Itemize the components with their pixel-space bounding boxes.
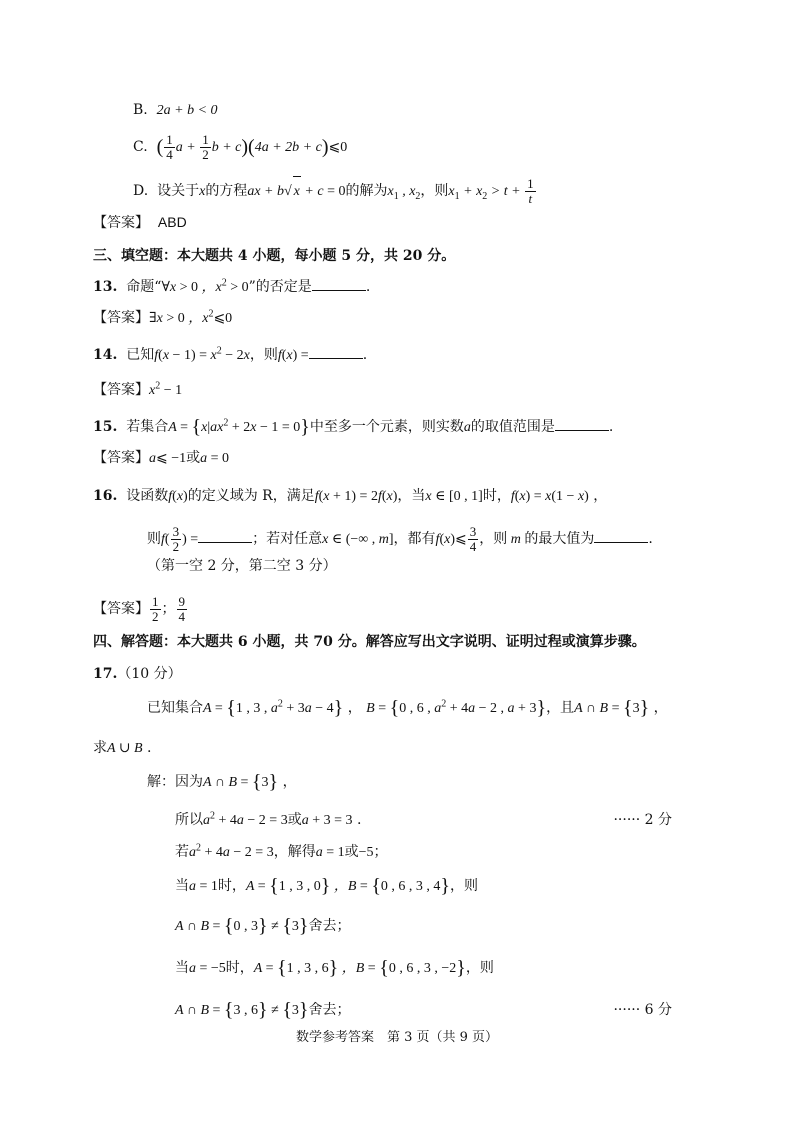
answer-value: ABD xyxy=(157,214,187,230)
q14-answer-value: $x^2 - 1$ xyxy=(149,380,183,398)
q17-text-c: 求 xyxy=(93,740,107,756)
answer-blank xyxy=(555,416,609,431)
q16-text-g: ，都有 xyxy=(393,531,436,547)
q16-func: f(x) xyxy=(168,489,188,504)
var-m: m xyxy=(507,532,525,547)
q17-case-2-result xyxy=(175,1000,351,1021)
q12-answer xyxy=(93,212,187,233)
q15-answer-or: 或 xyxy=(186,450,201,466)
q16-text-a: 设函数 xyxy=(126,488,169,504)
answer-tag: 【答案】 xyxy=(93,310,149,326)
q17-eq-1: $a^2 + 4a - 2 = 3$ xyxy=(203,810,288,828)
answer-tag: 【答案】 xyxy=(93,215,149,231)
q16-text-f: ；若对任意 xyxy=(252,531,323,547)
q14-text-b: ，则 xyxy=(249,347,278,363)
q17-intersection-given: A ∩ B = {3} xyxy=(203,771,279,793)
q17-case-1-intersection: A ∩ B = {0 , 3} ≠ {3} xyxy=(175,915,309,937)
q17-or-2: 或 xyxy=(344,844,359,860)
q17-ze-2: ，则 xyxy=(465,960,494,976)
option-d xyxy=(133,176,537,207)
q14-number: 14. xyxy=(93,347,118,363)
section-3-title: 三、填空题：本大题共 4 小题，每小题 5 分，共 20 分。 xyxy=(93,248,456,264)
q17-step-2: 若$a^2 + 4a - 2 = 3$，解得a = 1或−5； xyxy=(175,842,388,860)
q16-text-h: ，则 xyxy=(479,531,508,547)
q14-target: f(x) = xyxy=(277,348,309,363)
score-2: ······ 2 分 xyxy=(613,812,672,828)
q17-ask: 求A ∪ B . xyxy=(93,740,152,756)
q16-text-d: 时， xyxy=(482,488,511,504)
var-a: a xyxy=(463,420,471,435)
q13-number: 13. xyxy=(93,279,118,295)
q15-text-c: 的取值范围是 xyxy=(470,419,555,435)
q16-answer xyxy=(93,594,188,625)
q17-when-2: 当 xyxy=(175,960,189,976)
q17-root-2: −5 xyxy=(358,845,374,860)
answer-tag: 【答案】 xyxy=(93,450,149,466)
q17-text-a: 已知集合 xyxy=(147,700,203,716)
q15-number: 15. xyxy=(93,419,118,435)
section-4-title: 四、解答题：本大题共 6 小题，共 70 分。解答应写出文字说明、证明过程或演算步骤。 xyxy=(93,634,646,650)
q17-union: A ∪ B xyxy=(107,741,143,756)
q17-case-1 xyxy=(175,876,478,897)
q16-interval: x ∈ [0 , 1] xyxy=(425,489,483,504)
q14: 14. 已知$f(x - 1) = x^2 - 2x$，则f(x) = . xyxy=(93,345,368,363)
option-d-text-b: 的方程 xyxy=(205,183,248,199)
q16-text-b: 的定义域为 R，满足 xyxy=(187,488,315,504)
q13-proposition: ∀x > 0 ，$x^2 > 0$ xyxy=(161,277,249,295)
answer-tag: 【答案】 xyxy=(93,382,149,398)
q13-answer xyxy=(93,308,232,329)
q17-points: （10 分） xyxy=(117,666,182,682)
answer-blank-2 xyxy=(594,528,648,543)
q16-text-i: 的最大值为 xyxy=(524,531,595,547)
option-c-expr: ( $\frac{1}{4}$ a + $\frac{1}{2}$ b + c)(4a + 2b + c)⩽0 xyxy=(156,132,348,163)
q17-so: 所以 xyxy=(175,812,203,828)
q17-eq-1b: $a^2 + 4a - 2 = 3$ xyxy=(189,842,274,860)
q16-bound: f(x)⩽ $\frac{3}{4}$ xyxy=(435,524,477,555)
q17-solution-lead: 解：因为A ∩ B = {3} ， xyxy=(147,771,297,793)
q17-discard-2: 舍去； xyxy=(308,1002,351,1018)
option-d-inequality: $x_1 + x_2 > t$ + $\frac{1}{t}$ xyxy=(448,176,534,207)
answer-blank-1 xyxy=(198,528,252,543)
score-6: ······ 6 分 xyxy=(613,1002,672,1018)
q17-case-2-intersection: A ∩ B = {3 , 6} ≠ {3} xyxy=(175,999,309,1021)
q15-answer-b: a = 0 xyxy=(200,451,230,466)
option-d-label: D. xyxy=(133,183,149,199)
q17-ze: ，则 xyxy=(450,878,479,894)
option-c xyxy=(133,132,347,163)
answer-blank xyxy=(312,276,366,291)
q16-def: f(x) = x(1 − x) xyxy=(510,489,589,504)
q16-eval: f( $\frac{3}{2}$ ) = xyxy=(161,524,199,555)
q17-solution-text: 解：因为 xyxy=(147,774,203,790)
q17-solve: ，解得 xyxy=(273,844,316,860)
q17-case-2-sets: A = {1 , 3 , 6} ，B = {0 , 6 , 3 , −2} xyxy=(253,957,466,979)
q17-case-2 xyxy=(175,958,494,979)
q17-set-a: A = {1 , 3 , $a^2 + 3a - 4$} xyxy=(203,697,344,719)
answer-tag: 【答案】 xyxy=(93,601,149,617)
q16-number: 16. xyxy=(93,488,118,504)
q13-text-a: 命题“ xyxy=(126,279,162,295)
q17-intersection: A ∩ B = {3} xyxy=(574,697,650,719)
q17-or: 或 xyxy=(287,812,302,828)
q17-set-b: B = {0 , 6 , $a^2 + 4a - 2$ , a + 3} xyxy=(366,697,547,719)
q17-discard: 舍去； xyxy=(308,918,351,934)
option-c-label: C. xyxy=(133,139,148,155)
q17-step-1: 所以$a^2 + 4a - 2 = 3$或a + 3 = 3 . xyxy=(175,810,362,828)
q16-answer-value: $\frac{1}{2}$ ； $\frac{9}{4}$ xyxy=(152,594,185,625)
q17-then-2: 时， xyxy=(225,960,254,976)
q17-a-1: a = 1 xyxy=(189,879,218,894)
q16-text-c: ，当 xyxy=(397,488,426,504)
q15: 15. 若集合$A = \{x|ax^2 + 2x - 1 = 0\}$中至多一个元素，则实数a的取值范围是 . xyxy=(93,416,614,438)
q16-note: （第一空 2 分，第二空 3 分） xyxy=(147,558,337,574)
q17-case-1-result xyxy=(175,916,351,937)
q17-a-2: a = −5 xyxy=(189,961,226,976)
option-b-label: B. xyxy=(133,102,148,118)
q17-eq-2: a + 3 = 3 xyxy=(301,813,353,828)
q17-statement: 已知集合A = {1 , 3 , $a^2 + 3a - 4$} ， B = {0 , 6 , $a^2 + 4a - 2$ , a + 3}，且A ∩ B = {3} ， xyxy=(147,697,668,719)
q16-line-2: 则f( $\frac{3}{2}$ ) = ；若对任意x ∈ (−∞ , m]，都有f(x)⩽ $\frac{3}{4}$ ，则 m 的最大值为 . xyxy=(147,524,653,555)
q17-text-b: ，且 xyxy=(546,700,575,716)
q16-range: x ∈ (−∞ , m] xyxy=(322,532,394,547)
q17-header xyxy=(93,664,182,684)
option-d-equation: ax + b√ x + c = 0 xyxy=(247,184,345,199)
var-x: x xyxy=(199,184,206,199)
option-b xyxy=(133,100,218,121)
q13-answer-value: ∃x > 0 ，$x^2⩽0$ xyxy=(149,308,233,326)
q17-then: 时， xyxy=(217,878,246,894)
answer-blank xyxy=(309,344,363,359)
q14-answer xyxy=(93,380,182,401)
q15-answer-a: a⩽ −1 xyxy=(149,451,187,466)
option-d-roots: $x_1$ , $x_2$ xyxy=(387,184,421,202)
q15-text-a: 若集合 xyxy=(126,419,169,435)
q15-set: $A = \{x|ax^2 + 2x - 1 = 0\}$ xyxy=(168,416,310,438)
q15-text-b: 中至多一个元素，则实数 xyxy=(309,419,464,435)
q16-text-e: 则 xyxy=(147,531,161,547)
q13: 13. 命题“∀x > 0 ，$x^2 > 0$”的否定是 . xyxy=(93,277,371,295)
option-d-text-c: 的解为 xyxy=(345,183,388,199)
q14-equation: $f(x - 1) = x^2 - 2x$ xyxy=(154,345,250,363)
page-footer: 数学参考答案 第 3 页（共 9 页） xyxy=(295,1030,499,1045)
q14-text-a: 已知 xyxy=(126,347,155,363)
q16-line-1: 16. 设函数f(x)的定义域为 R，满足f(x + 1) = 2f(x)，当x ∈ [0 , 1]时，f(x) = x(1 − x) ， xyxy=(93,488,608,504)
q17-case-1-sets: A = {1 , 3 , 0} ，B = {0 , 6 , 3 , 4} xyxy=(245,875,451,897)
option-d-text-d: ，则 xyxy=(420,183,449,199)
q13-text-b: ”的否定是 xyxy=(248,279,312,295)
q17-number: 17. xyxy=(93,666,118,682)
option-d-text-a: 设关于 xyxy=(157,183,200,199)
q17-when: 当 xyxy=(175,878,189,894)
q16-relation: f(x + 1) = 2f(x) xyxy=(314,489,398,504)
q17-roots: a = 1 xyxy=(315,845,345,860)
option-b-expr: 2a + b < 0 xyxy=(156,103,218,118)
q15-answer xyxy=(93,448,229,469)
q17-if: 若 xyxy=(175,844,189,860)
